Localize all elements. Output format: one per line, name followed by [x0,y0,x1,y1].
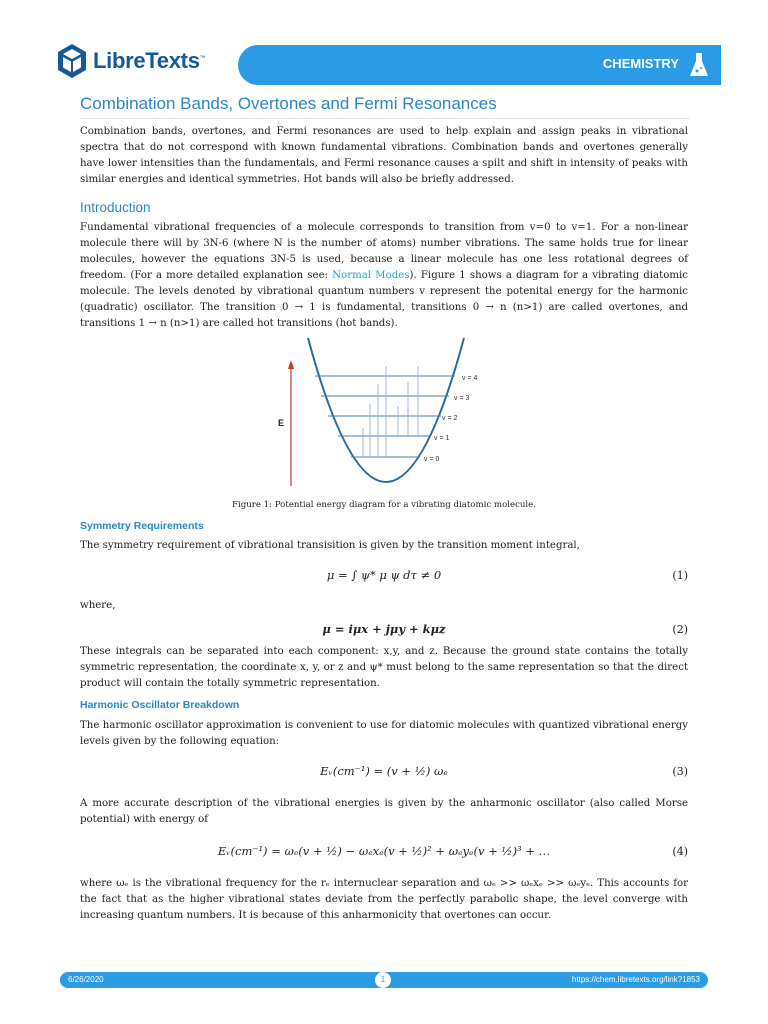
symmetry-heading: Symmetry Requirements [80,520,204,532]
equation-2-body: μ = iμx + jμy + kμz [322,622,446,636]
level-label-0: v = 0 [424,456,440,463]
equation-1 [80,566,688,596]
introduction-paragraph: Fundamental vibrational frequencies of a molecule corresponds to transition from v=0 to v=1. For a non-linear molecule there will by 3N-6 (where N is the number of atoms) number vibrations. The same holds true for linear molecules, however the equations 3N-5 is used, because a linear molecule has one less rotational degrees of freedom. (For a more detailed explanation see: Normal Modes). Figure 1 shows a diagram for a vibrating diatomic molecule. The levels denoted by vibrational quantum numbers v represent the potenital energy for the harmonic (quadratic) oscillator. The transition 0 → 1 is fundamental, transitions 0 → n (n>1) are called overtones, and transitions 1 → n (n>1) are called hot transitions (hot bands). [80,222,689,329]
harmonic-paragraph-1: The harmonic oscillator approximation is convenient to use for diatomic molecules with quantized vibrational energy levels given by the following equation: [80,720,688,747]
subject-label: CHEMISTRY [602,56,679,71]
level-label-4: v = 4 [462,375,478,382]
symmetry-paragraph-1: The symmetry requirement of vibrational transisition is given by the transition moment integral, [80,540,580,551]
harmonic-paragraph-2: A more accurate description of the vibrational energies is given by the anharmonic oscillator (also called Morse potential) with energy of [80,798,688,825]
equation-3 [80,760,688,790]
energy-arrow-icon [288,360,294,369]
potential-energy-diagram [278,336,488,488]
equation-1-number: (1) [672,569,688,582]
symmetry-paragraph-2: These integrals can be separated into each component: x,y, and z. Because the ground state contains the totally symmetric representation, the coordinate x, y, or z and ψ* must belong to the same representation so that the direct product will contain the totally symmetric representation. [80,646,688,689]
level-label-3: v = 3 [454,395,470,402]
equation-1-body: μ = ∫ ψ* μ ψ dτ ≠ 0 [326,568,442,582]
equation-4-body: Eᵥ(cm⁻¹) = ωₑ(v + ½) − ωₑxₑ(v + ½)² + ωₑyₑ(v + ½)³ + … [217,844,551,858]
page-title: Combination Bands, Overtones and Fermi Resonances [80,94,690,119]
introduction-heading: Introduction [80,200,151,215]
footer-url[interactable]: https://chem.libretexts.org/link?1853 [571,975,700,984]
page-footer [60,972,708,988]
flask-icon [689,52,709,78]
harmonic-heading: Harmonic Oscillator Breakdown [80,699,240,711]
libretexts-logo-icon[interactable] [57,43,87,79]
logo-wordmark[interactable]: LibreTexts™ [93,48,206,73]
where-text: where, [80,600,116,611]
equation-3-number: (3) [672,765,688,778]
equation-4-number: (4) [672,845,688,858]
figure-caption: Figure 1: Potential energy diagram for a vibrating diatomic molecule. [231,500,536,510]
harmonic-paragraph-3: where ωₑ is the vibrational frequency for the rₑ internuclear separation and ωₑ >> ωₑxₑ >> ωₑyₑ. This accounts for the fact that as the higher vibrational states deviate from the perfectly parabolic shape, the level converge with increasing quantum numbers. It is because of this anharmonicity that overtones can occur. [80,878,688,921]
equation-2-number: (2) [672,623,688,636]
site-header [0,40,768,84]
footer-page-number: 1 [375,972,391,988]
level-label-2: v = 2 [442,415,458,422]
normal-modes-link[interactable]: Normal Modes [332,270,410,281]
footer-date: 6/26/2020 [68,975,104,984]
level-label-1: v = 1 [434,435,450,442]
intro-paragraph: Combination bands, overtones, and Fermi resonances are used to help explain and assign peaks in vibrational spectra that do not correspond with known fundamental vibrations. Combination bands and overtones generally have lower intensities than the fundamentals, and Fermi resonance causes a spilt and shift in intensity of peaks with similar energies and identical symmetries. Hot bands will also be briefly addressed. [80,126,688,185]
equation-4 [80,838,688,868]
equation-3-body: Eᵥ(cm⁻¹) = (v + ½) ωₑ [320,764,448,778]
energy-axis-label: E [278,418,285,428]
subject-banner[interactable] [238,45,721,85]
